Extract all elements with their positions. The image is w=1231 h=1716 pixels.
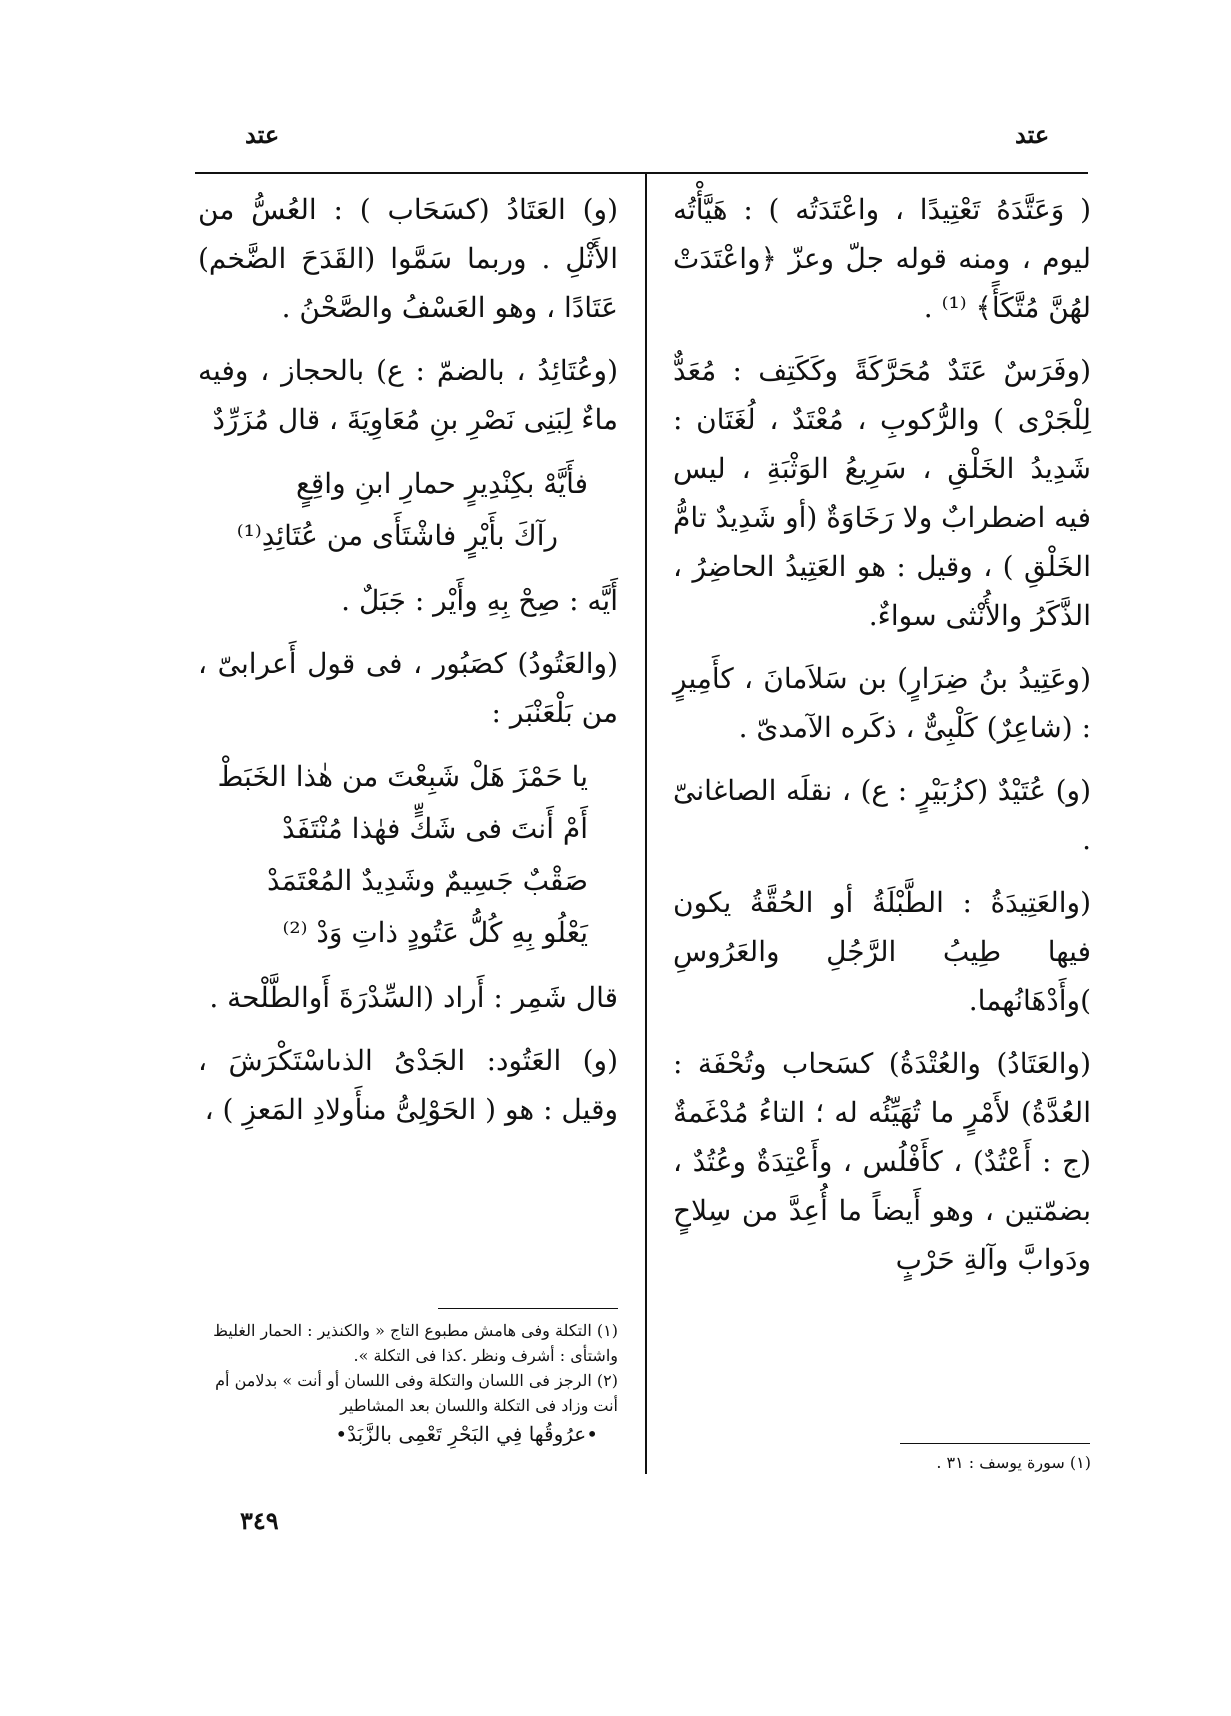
verse-line: أَمْ أَنتَ فى شَكٍّ فهٰذا مُنْتَفَدْ	[282, 812, 588, 845]
right-column	[673, 185, 1091, 1298]
verse-block	[198, 751, 618, 959]
footnote: (١) التكلة وفى هامش مطبوع التاج « والكنذير : الحمار الغليظ واشتأى : أشرف ونظر .كذا فى التكلة ».	[213, 1321, 618, 1365]
left-footnotes	[198, 1318, 618, 1450]
entry-paragraph: (و) عُتَيْدٌ (كزُبَيْرٍ : ع) ، نقلَه الصاغانىّ .	[673, 774, 1091, 856]
entry-paragraph: (والعَتَادُ) والعُتْدَةُ) كسَحاب وتُحْفَة : العُدَّةُ) لأَمْرٍ ما تُهَيِّئُه له ؛ التاءُ مُدْغَمةٌ (ج : أَعْتُدٌ) ، كأَفْلُس ، وأَعْتِدَةٌ وعُتُدٌ ، بضمّتين ، وهو أَيضاً ما أُعِدَّ من سِلاحٍ ودَوابَّ وآلةِ حَرْبٍ	[673, 1047, 1092, 1276]
entry-paragraph: ( وَعَتَّدَهُ تَعْتِيدًا ، واعْتَدَتُه ) : هَيَّأْتُه ليوم ، ومنه قوله جلّ وعزّ ﴿واعْتَدَتْ لهُنَّ مُتَّكَأً﴾ ⁽¹⁾ .	[673, 193, 1091, 324]
verse-line: صَقْبٌ جَسِيمٌ وشَدِيدٌ المُعْتَمَدْ	[266, 864, 588, 897]
entry-paragraph: (وعُتَائِدُ ، بالضمّ : ع) بالحجاز ، وفيه ماءٌ لِبَنِى نَصْرِ بنِ مُعَاوِيَةَ ، قال مُزَرِّدٌ	[198, 354, 618, 436]
running-header-right: عتد	[1015, 120, 1050, 149]
running-header-left: عتد	[245, 120, 280, 149]
entry-paragraph: (والعَتِيدَةُ : الطَّبْلَةُ أو الحُقَّةُ يكون فيها طِيبُ الرَّجُلِ والعَرُوسِ )وأَدْهَانُهما.	[673, 886, 1091, 1017]
entry-paragraph: (و) العَتُود: الجَدْىُ الذىاسْتَكْرَشَ ، وقيل : هو ( الحَوْلِىُّ منأَولادِ المَعزِ ) ،	[198, 1044, 618, 1126]
page-number: ٣٤٩	[240, 1506, 279, 1535]
entry-paragraph: (و) العَتَادُ (كسَحَاب ) : العُسُّ من الأَثْلِ . وربما سَمَّوا (القَدَحَ الضَّخم) عَتَادًا ، وهو العَسْفُ والصَّحْنُ .	[198, 193, 618, 324]
entry-paragraph: (وفَرَسٌ عَتَدٌ مُحَرَّكَةً وكَكَتِف : مُعَدٌّ لِلْجَرْى ) والرُّكوبِ ، مُعْتَدٌ ، لُغَتَان : شَدِيدُ الخَلْقِ ، سَرِيعُ الوَثْبَةِ ، ليس فيه اضطرابٌ ولا رَخَاوَةٌ (أو شَدِيدٌ تامُّ الخَلْقِ ) ، وقيل : هو العَتِيدُ الحاضِرُ ، الذَّكَرُ والأُنْثى سواءٌ.	[673, 354, 1091, 632]
entry-paragraph: أَيَّه : صِحْ بِهِ وأَيْر : جَبَلٌ .	[341, 584, 618, 617]
header-rule	[195, 172, 1088, 174]
footnote-rule	[438, 1308, 618, 1309]
entry-paragraph: (وعَتِيدُ بنُ ضِرَارٍ) بن سَلاَمانَ ، كأَمِيرٍ : (شاعِرٌ) كَلْبِىٌّ ، ذكَره الآمدىّ .	[673, 662, 1091, 744]
right-footnotes	[673, 1450, 1091, 1475]
entry-paragraph: قال شَمِر : أَراد (السِّدْرَةَ أَوالطَّلْحة .	[209, 981, 618, 1014]
verse-line: فأَيَّهْ بكِنْدِيرٍ حمارِ ابنِ واقِعٍ	[296, 467, 588, 500]
verse-line: يا حَمْزَ هَلْ شَبِعْتَ من هٰذا الخَبَطْ	[217, 760, 588, 793]
verse-line: يَعْلُو بِهِ كُلُّ عَتُودٍ ذاتِ وَدْ ⁽²⁾	[282, 916, 588, 949]
column-divider	[645, 174, 647, 1474]
verse-line: رآكَ بأَيْرٍ فاشْتَأَى من عُتَائِدِ⁽¹⁾	[236, 519, 558, 552]
footnote: (٢) الرجز فى اللسان والتكلة وفى اللسان أو أنت » بدلامن أم أنت وزاد فى التكلة واللسان بعد المشاطير	[215, 1371, 618, 1415]
footnote: (١) سورة يوسف : ٣١ .	[936, 1453, 1091, 1472]
verse-block	[198, 458, 618, 562]
entry-paragraph: (والعَتُودُ) كصَبُور ، فى قول أَعرابىّ ، من بَلْعَنْبَر :	[198, 647, 618, 729]
footnote-verse: •عرُوقُها فِي البَحْرِ تَعْمِى بالزَّبَدْ•	[335, 1422, 598, 1446]
left-column	[198, 185, 618, 1148]
footnote-rule	[900, 1443, 1090, 1444]
